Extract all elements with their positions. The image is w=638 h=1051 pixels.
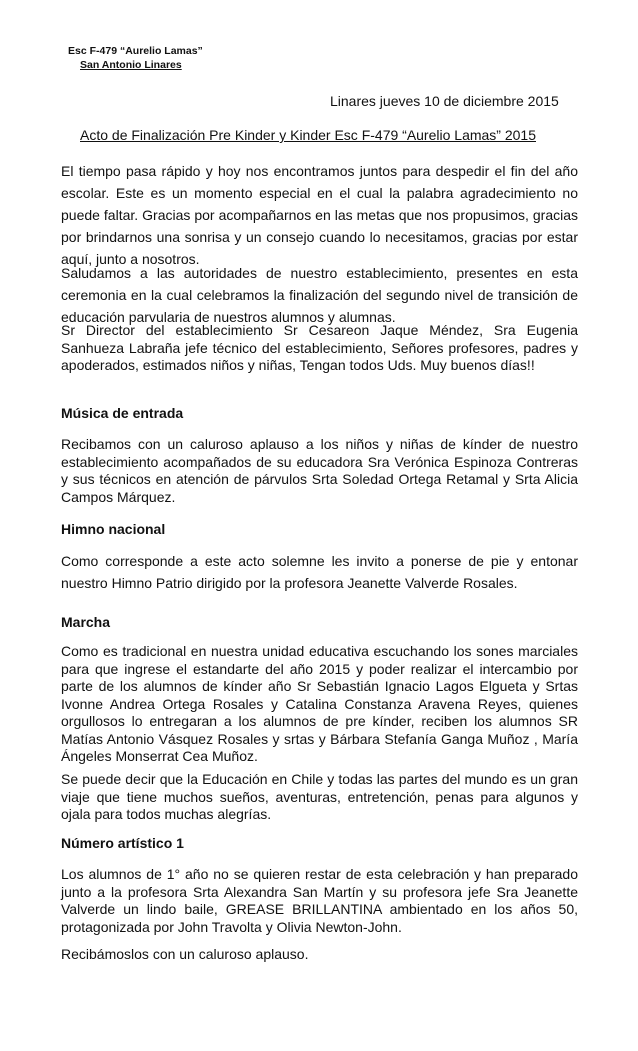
heading-artistic-number: Número artístico 1 [61, 835, 184, 851]
document-title: Acto de Finalización Pre Kinder y Kinder Esc F-479 “Aurelio Lamas” 2015 [80, 127, 536, 143]
director-paragraph: Sr Director del establecimiento Sr Cesareon Jaque Méndez, Sra Eugenia Sanhueza Labraña jefe técnico del establecimiento, Señores profesores, padres y apoderados, estimados niños y niñas, Tengan todos Uds. Muy buenos días!! [61, 322, 578, 373]
school-location: San Antonio Linares [80, 59, 182, 71]
anthem-paragraph: Como corresponde a este acto solemne les invito a ponerse de pie y entonar nuestro Himno Patrio dirigido por la profesora Jeanette Valverde Rosales. [61, 553, 578, 591]
intro-paragraph: El tiempo pasa rápido y hoy nos encontramos juntos para despedir el fin del año escolar. Este es un momento especial en el cual la palabra agradecimiento no puede faltar. Gracias por acompañarnos en las metas que nos propusimos, gracias por brindarnos una sonrisa y un consejo cuando lo necesitamos, gracias por estar aquí, junto a nosotros. [61, 163, 578, 267]
march-paragraph: Como es tradicional en nuestra unidad educativa escuchando los sones marciales para que ingrese el estandarte del año 2015 y poder realizar el intercambio por parte de los alumnos de kínder año Sr Sebastián Ignacio Lagos Elgueta y Srtas Ivonne Andrea Ortega Rosales y Catalina Constanza Aravena Reyes, quienes orgullosos lo entregaran a los alumnos de pre kínder, reciben los alumnos SR Matías Antonio Vásquez Rosales y srtas y Bárbara Stefanía Ganga Muñoz , María Ángeles Monserrat Cea Muñoz. [61, 643, 578, 764]
school-header [68, 44, 203, 72]
entrance-paragraph: Recibamos con un caluroso aplauso a los niños y niñas de kínder de nuestro establecimiento acompañados de su educadora Sra Verónica Espinoza Contreras y sus técnicos en atención de párvulos Srta Soledad Ortega Retamal y Srta Alicia Campos Márquez. [61, 436, 578, 505]
date-line: Linares jueves 10 de diciembre 2015 [330, 93, 559, 109]
artistic-paragraph: Los alumnos de 1° año no se quieren restar de esta celebración y han preparado junto a la profesora Srta Alexandra San Martín y su profesora jefe Sra Jeanette Valverde un lindo baile, GREASE BRILLANTINA ambientado en los años 50, protagonizada por John Travolta y Olivia Newton-John. [61, 866, 578, 935]
heading-entrance-music: Música de entrada [61, 405, 184, 421]
heading-march: Marcha [61, 614, 111, 630]
heading-anthem: Himno nacional [61, 521, 166, 537]
school-name: Esc F-479 “Aurelio Lamas” [68, 45, 203, 57]
greeting-paragraph: Saludamos a las autoridades de nuestro establecimiento, presentes en esta ceremonia en la cual celebramos la finalización del segundo nivel de transición de educación parvularia de nuestros alumnos y alumnas. [61, 265, 578, 325]
applause-paragraph: Recibámoslos con un caluroso aplauso. [61, 946, 309, 962]
education-paragraph: Se puede decir que la Educación en Chile y todas las partes del mundo es un gran viaje que tiene muchos sueños, aventuras, entretención, penas para algunos y ojala para todos muchas alegrías. [61, 771, 578, 822]
